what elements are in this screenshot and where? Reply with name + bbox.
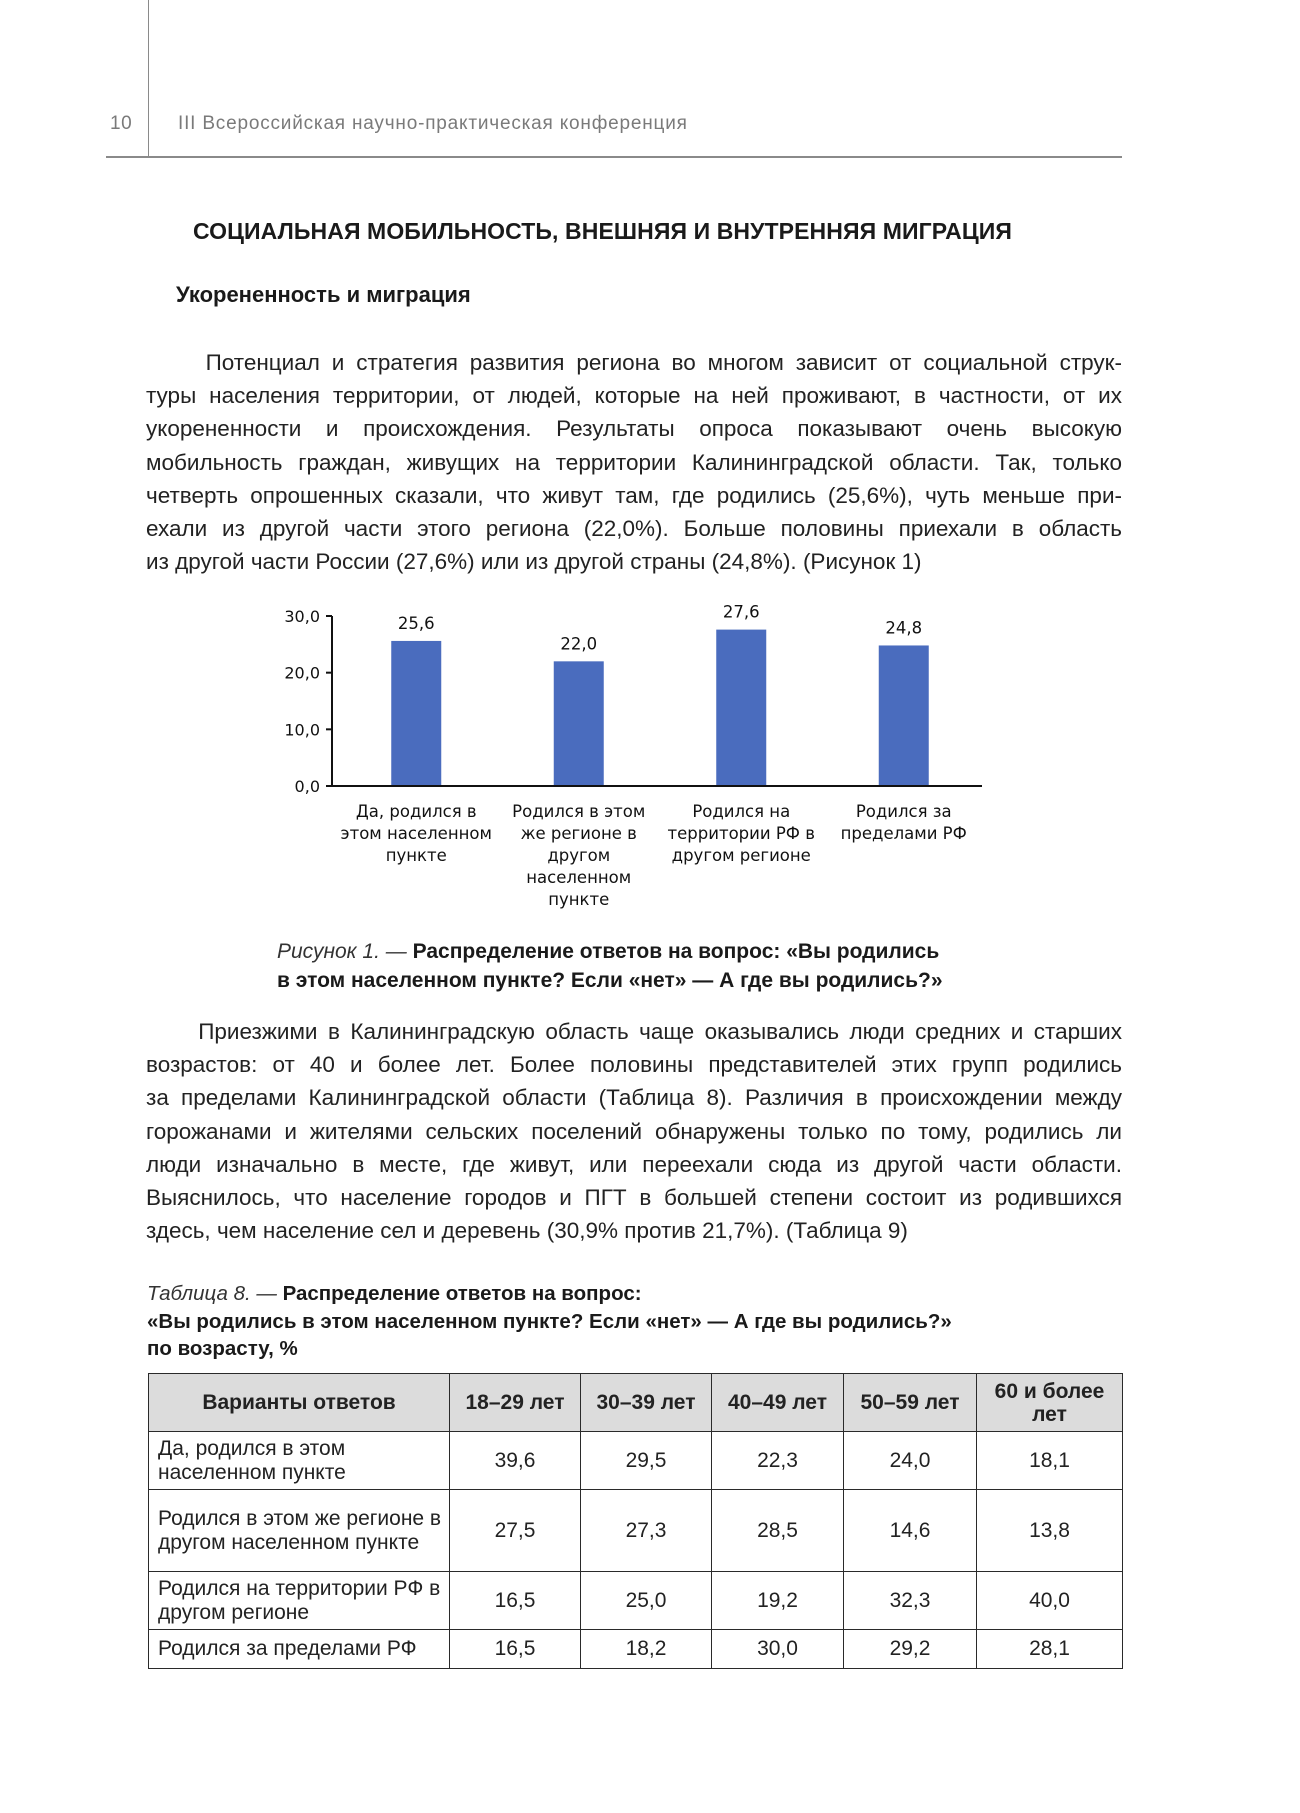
figure-caption bbox=[277, 937, 943, 995]
table-caption-line-1: Распределение ответов на вопрос: bbox=[282, 1282, 642, 1305]
table-cell: 28,1 bbox=[977, 1630, 1123, 1669]
table-cell: 22,3 bbox=[712, 1432, 844, 1490]
column-header: 50–59 лет bbox=[844, 1374, 977, 1432]
data-label: 25,6 bbox=[397, 613, 435, 633]
table-cell: 29,2 bbox=[844, 1630, 977, 1669]
table-row bbox=[149, 1490, 1123, 1572]
table-cell: 30,0 bbox=[712, 1630, 844, 1669]
table-cell: 25,0 bbox=[581, 1572, 712, 1630]
data-label: 24,8 bbox=[885, 618, 923, 638]
table-cell: 39,6 bbox=[450, 1432, 581, 1490]
category-labels bbox=[341, 802, 967, 909]
category-label-line: этом населенном bbox=[340, 824, 492, 843]
paragraph-line: туры населения территории, от людей, которые на ней проживают, в частности, от их bbox=[146, 383, 1122, 409]
category-label-line: Родился за bbox=[855, 802, 952, 821]
data-label: 22,0 bbox=[560, 634, 598, 654]
table-cell: 27,5 bbox=[450, 1490, 581, 1572]
paragraph-line: Приезжими в Калининградскую область чаще оказывались люди средних и старших bbox=[146, 1019, 1122, 1044]
category-label bbox=[341, 802, 492, 865]
category-label-line: Родился на bbox=[692, 802, 791, 821]
table-row bbox=[149, 1630, 1123, 1669]
table-caption-prefix: Таблица 8. — bbox=[147, 1282, 283, 1305]
paragraph-line: из другой части России (27,6%) или из другой страны (24,8%). (Рисунок 1) bbox=[146, 549, 922, 575]
table-cell: 14,6 bbox=[844, 1490, 977, 1572]
bar bbox=[391, 641, 441, 786]
y-tick-label: 30,0 bbox=[284, 607, 320, 626]
category-label bbox=[841, 802, 967, 843]
page-number: 10 bbox=[110, 113, 133, 134]
figure-caption-prefix: Рисунок 1. — bbox=[277, 940, 413, 963]
table-cell: 18,2 bbox=[581, 1630, 712, 1669]
bar bbox=[554, 661, 604, 786]
bar bbox=[879, 645, 929, 786]
y-tick-label: 20,0 bbox=[284, 663, 320, 683]
section-title: СОЦИАЛЬНАЯ МОБИЛЬНОСТЬ, ВНЕШНЯЯ И ВНУТРЕННЯЯ МИГРАЦИЯ bbox=[193, 218, 1013, 244]
figure-caption-line-2: в этом населенном пункте? Если «нет» — А где вы родились?» bbox=[277, 969, 943, 992]
bar-chart-svg bbox=[260, 595, 1020, 915]
paragraph-line: возрастов: от 40 и более лет. Более половины представителей этих групп родились bbox=[146, 1052, 1122, 1078]
row-label: Родился на территории РФ в другом регионе bbox=[149, 1572, 450, 1630]
bar-chart bbox=[260, 595, 1020, 915]
paragraph-line: Выяснилось, что население городов и ПГТ в большей степени состоит из родившихся bbox=[146, 1184, 1122, 1210]
category-label-line: пункте bbox=[385, 846, 447, 865]
category-label-line: другом bbox=[547, 846, 611, 865]
table-caption bbox=[147, 1280, 952, 1363]
column-header: 60 и более лет bbox=[977, 1374, 1123, 1432]
header-vertical-rule bbox=[148, 0, 149, 157]
paragraph-line: ехали из другой части этого региона (22,0%). Больше половины приехали в область bbox=[146, 515, 1122, 541]
table-cell: 29,5 bbox=[581, 1432, 712, 1490]
row-label: Родился в этом же регионе в другом населенном пункте bbox=[149, 1490, 450, 1572]
table-cell: 18,1 bbox=[977, 1432, 1123, 1490]
category-label-line: населенном bbox=[526, 868, 632, 887]
category-label-line: другом регионе bbox=[671, 846, 811, 865]
paragraph-2 bbox=[146, 1015, 1122, 1247]
category-label bbox=[668, 802, 815, 865]
y-tick-label: 0,0 bbox=[294, 777, 320, 796]
table-row bbox=[149, 1432, 1123, 1490]
paragraph-line: четверть опрошенных сказали, что живут там, где родились (25,6%), чуть меньше при- bbox=[146, 482, 1122, 508]
row-label: Да, родился в этом населенном пункте bbox=[149, 1432, 450, 1490]
y-axis-ticks bbox=[284, 607, 332, 796]
table-cell: 19,2 bbox=[712, 1572, 844, 1630]
table-caption-line-2: «Вы родились в этом населенном пункте? Если «нет» — А где вы родились?» bbox=[147, 1309, 952, 1333]
paragraph-line: горожанами и жителями сельских поселений обнаружены только по тому, родились ли bbox=[146, 1118, 1122, 1144]
data-label: 27,6 bbox=[722, 602, 760, 622]
figure-caption-line-1: Распределение ответов на вопрос: «Вы родились bbox=[412, 940, 940, 963]
category-label bbox=[512, 802, 645, 909]
column-header: 18–29 лет bbox=[450, 1374, 581, 1432]
table-cell: 24,0 bbox=[844, 1432, 977, 1490]
category-label-line: пункте bbox=[548, 890, 610, 909]
table-cell: 13,8 bbox=[977, 1490, 1123, 1572]
category-label-line: Родился в этом bbox=[512, 802, 646, 821]
column-header: 30–39 лет bbox=[581, 1374, 712, 1432]
row-label: Родился за пределами РФ bbox=[149, 1630, 450, 1669]
category-label-line: пределами РФ bbox=[840, 824, 967, 843]
paragraph-line: здесь, чем население сел и деревень (30,9% против 21,7%). (Таблица 9) bbox=[146, 1218, 908, 1244]
data-table bbox=[148, 1373, 1123, 1669]
paragraph-line: мобильность граждан, живущих на территории Калининградской области. Так, только bbox=[146, 449, 1122, 475]
subheading: Укорененность и миграция bbox=[176, 282, 471, 307]
paragraph-line: люди изначально в месте, где живут, или переехали сюда из другой части области. bbox=[146, 1151, 1122, 1177]
table-cell: 40,0 bbox=[977, 1572, 1123, 1630]
y-tick-label: 10,0 bbox=[284, 720, 320, 740]
table-cell: 28,5 bbox=[712, 1490, 844, 1572]
header-horizontal-rule bbox=[106, 156, 1122, 158]
table-cell: 27,3 bbox=[581, 1490, 712, 1572]
data-labels bbox=[398, 603, 922, 654]
paragraph-1 bbox=[146, 346, 1122, 578]
bar bbox=[716, 630, 766, 786]
column-header: Варианты ответов bbox=[149, 1374, 450, 1432]
category-label-line: Да, родился в bbox=[355, 802, 477, 821]
table-header-row bbox=[149, 1374, 1123, 1432]
paragraph-line: укорененности и происхождения. Результаты опроса показывают очень высокую bbox=[146, 416, 1122, 442]
table-cell: 16,5 bbox=[450, 1630, 581, 1669]
column-header: 40–49 лет bbox=[712, 1374, 844, 1432]
table-cell: 16,5 bbox=[450, 1572, 581, 1630]
bars bbox=[391, 630, 929, 786]
table-row bbox=[149, 1572, 1123, 1630]
category-label-line: территории РФ в bbox=[667, 824, 815, 843]
table-cell: 32,3 bbox=[844, 1572, 977, 1630]
running-header-title: III Всероссийская научно-практическая конференция bbox=[178, 113, 688, 134]
paragraph-line: за пределами Калининградской области (Таблица 8). Различия в происхождении между bbox=[146, 1085, 1122, 1111]
table-caption-line-3: по возрасту, % bbox=[147, 1337, 298, 1360]
category-label-line: же регионе в bbox=[520, 824, 637, 843]
paragraph-line: Потенциал и стратегия развития региона во многом зависит от социальной струк- bbox=[146, 350, 1122, 375]
